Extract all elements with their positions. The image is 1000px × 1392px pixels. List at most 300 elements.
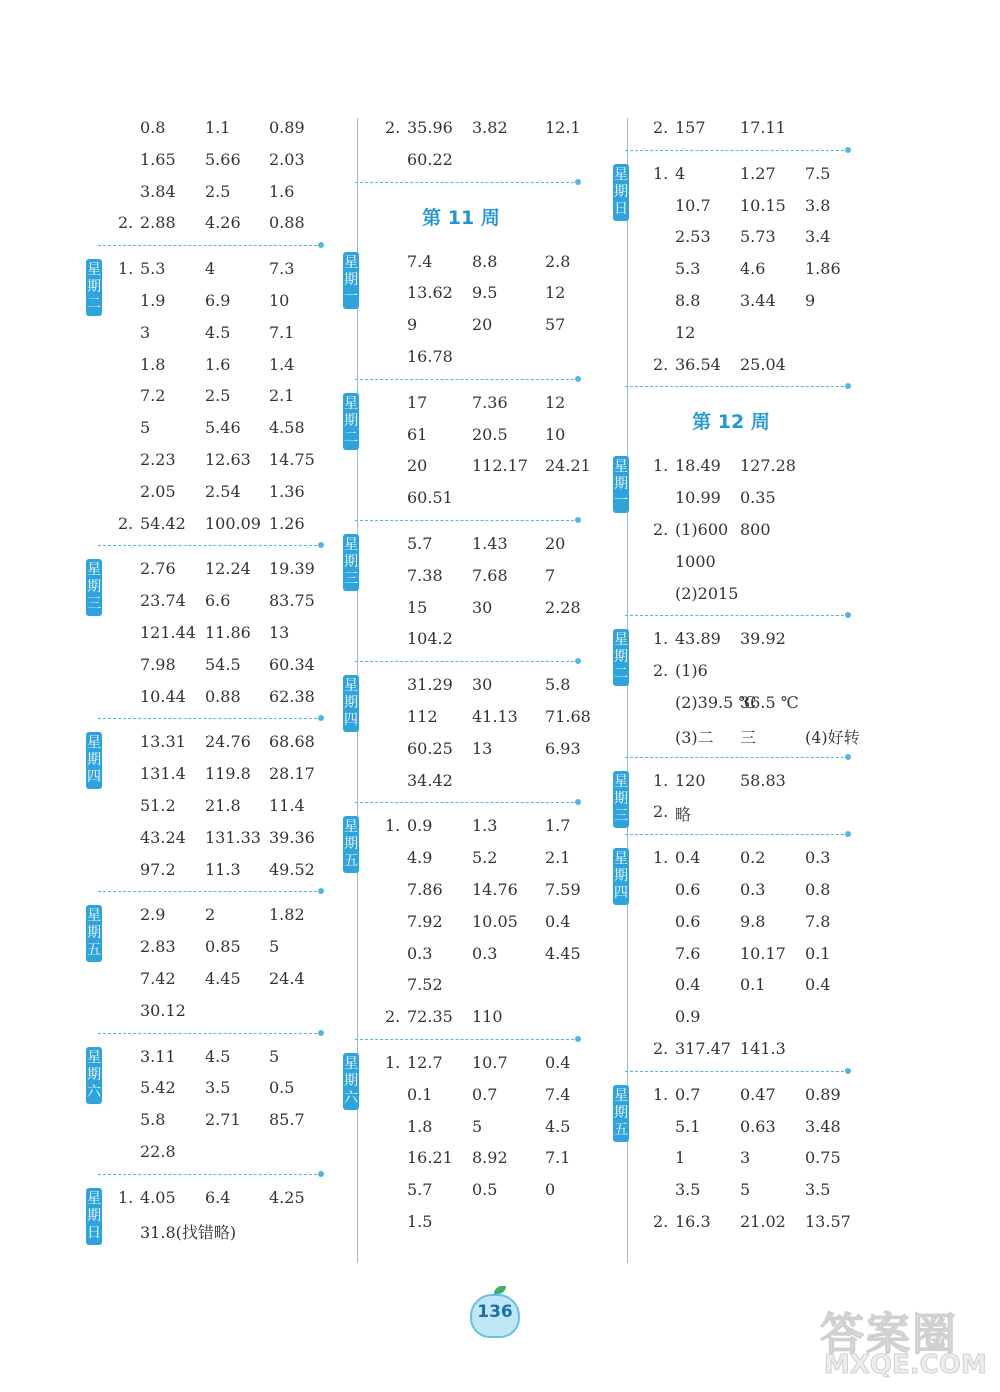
answer-row (343, 560, 579, 592)
answer-value: 4.9 (407, 848, 433, 868)
answer-value: 0.6 (675, 911, 701, 931)
answer-value: 12 (675, 322, 696, 342)
answer-row (86, 963, 322, 995)
answer-value: 11.3 (205, 859, 241, 879)
question-number: 1. (653, 629, 669, 649)
answer-row (613, 514, 849, 546)
answer-value: 36.5 ℃ (740, 692, 799, 712)
weekday-char: 期 (344, 412, 358, 429)
weekday-char: 期 (614, 476, 628, 493)
answer-value: 112 (407, 706, 438, 726)
answer-value: 1.7 (545, 816, 571, 836)
weekday-char: 期 (614, 790, 628, 807)
dashed-separator (613, 609, 849, 623)
answer-value: 9.5 (472, 283, 498, 303)
day-section-wed (343, 528, 579, 655)
weekday-char: 星 (614, 773, 628, 790)
weekday-char: 期 (87, 279, 101, 296)
answer-value: 22.8 (140, 1141, 176, 1161)
answer-value: 39.92 (740, 629, 786, 649)
weekday-char: 期 (344, 695, 358, 712)
day-section-fri (343, 810, 579, 1033)
answer-value: 12.63 (205, 449, 251, 469)
answer-value: 4.5 (205, 322, 231, 342)
answer-row (343, 733, 579, 765)
answer-value: 7.5 (805, 163, 831, 183)
answer-value: 85.7 (269, 1110, 305, 1130)
dashed-separator (343, 176, 579, 190)
answer-value: 0.5 (472, 1180, 498, 1200)
answer-value: 5.3 (140, 259, 166, 279)
day-section-thu (86, 726, 322, 885)
answer-row (613, 1079, 849, 1111)
answer-value: 60.34 (269, 654, 315, 674)
answer-value: 3.48 (805, 1116, 841, 1136)
weekday-char: 三 (344, 570, 358, 587)
answer-value: 54.5 (205, 654, 241, 674)
answer-value: 120 (675, 770, 706, 790)
watermark-line2: MXQE.COM (824, 1350, 987, 1380)
answer-value: 5.2 (472, 848, 498, 868)
question-number: 1. (385, 1052, 401, 1072)
answer-row (343, 623, 579, 655)
answer-value: 3.4 (805, 227, 831, 247)
answer-row (343, 309, 579, 341)
weekday-char: 二 (344, 429, 358, 446)
question-number: 1. (385, 816, 401, 836)
answer-row (343, 969, 579, 1001)
answer-value: 2.53 (675, 227, 711, 247)
answer-row (343, 906, 579, 938)
answer-value: 97.2 (140, 859, 176, 879)
answer-value: 1.8 (407, 1116, 433, 1136)
answer-value: 4.5 (545, 1116, 571, 1136)
weekday-char: 星 (344, 254, 358, 271)
weekday-char: 星 (614, 851, 628, 868)
answer-value: 119.8 (205, 764, 251, 784)
day-section-wed (86, 553, 322, 712)
weekday-char: 期 (87, 925, 101, 942)
dashed-separator (343, 796, 579, 810)
question-number: 2. (385, 1007, 401, 1027)
weekday-char: 期 (87, 579, 101, 596)
answer-row (613, 253, 849, 285)
answer-value: 61 (407, 424, 428, 444)
answer-row (343, 1174, 579, 1206)
answer-value: 6.9 (205, 290, 231, 310)
answer-row (86, 349, 322, 381)
page-number (470, 1290, 516, 1336)
answer-row (613, 158, 849, 190)
answer-row (86, 822, 322, 854)
answer-value: 7.92 (407, 911, 443, 931)
answer-value: 39.36 (269, 827, 315, 847)
question-number: 1. (653, 456, 669, 476)
weekday-char: 六 (344, 1089, 358, 1106)
weekday-char: 星 (87, 262, 101, 279)
answer-value: 20 (545, 533, 566, 553)
answer-value: 0.5 (269, 1078, 295, 1098)
day-section-tue (343, 387, 591, 514)
answer-value: 7.1 (545, 1148, 571, 1168)
answer-value: 3.82 (472, 118, 508, 137)
answer-value: 0.9 (407, 816, 433, 836)
dashed-separator (86, 1168, 322, 1182)
answer-value: 60.51 (407, 488, 453, 508)
answer-row (613, 938, 849, 970)
answer-row (613, 906, 849, 938)
answer-row (86, 931, 322, 963)
answer-value: 0.3 (407, 943, 433, 963)
answer-value: 0.47 (740, 1084, 776, 1104)
answer-value: 5.1 (675, 1116, 701, 1136)
day-section-sun (613, 158, 849, 381)
answer-value: 28.17 (269, 764, 315, 784)
answer-value: 0.6 (675, 879, 701, 899)
day-section-sat (86, 1041, 322, 1168)
question-number: 2. (653, 802, 669, 822)
weekday-char: 星 (614, 459, 628, 476)
answer-value: 5 (269, 1046, 280, 1066)
answer-value: 24.4 (269, 968, 305, 988)
answer-value: 0.1 (407, 1084, 433, 1104)
answer-value: 4 (205, 259, 216, 279)
dashed-separator (86, 539, 322, 553)
column-2 (343, 112, 591, 1238)
answer-value: 121.44 (140, 622, 196, 642)
answer-value: 31.8(找错略) (140, 1222, 237, 1242)
dashed-separator (613, 380, 849, 394)
answer-row (343, 277, 579, 309)
column-3 (613, 112, 860, 1238)
weekday-char: 二 (614, 666, 628, 683)
answer-value: 5 (740, 1180, 751, 1200)
weekday-char: 二 (87, 296, 101, 313)
watermark-line1: 答案圈 (820, 1309, 958, 1360)
answer-row (343, 701, 591, 733)
answer-value: 10.05 (472, 911, 518, 931)
weekday-char: 星 (614, 632, 628, 649)
answer-row (86, 1072, 322, 1104)
weekday-char: 期 (87, 1207, 101, 1224)
answer-row (613, 1001, 849, 1033)
answer-row (343, 592, 579, 624)
answer-row (613, 1111, 849, 1143)
answer-value: 2.05 (140, 481, 176, 501)
question-number: 1. (653, 770, 669, 790)
answer-value: 3.84 (140, 181, 176, 201)
answer-value: 3.5 (205, 1078, 231, 1098)
answer-value: 5.8 (140, 1110, 166, 1130)
answer-value: (2)2015 (675, 583, 739, 603)
answer-value: 2.9 (140, 905, 166, 925)
answer-row (343, 1047, 579, 1079)
answer-value: 43.24 (140, 827, 186, 847)
answer-value: 7 (545, 565, 556, 585)
answer-value: 8.92 (472, 1148, 508, 1168)
answer-value: 0.89 (805, 1084, 841, 1104)
answer-value: 0.3 (740, 879, 766, 899)
day-section-sun (86, 1182, 322, 1246)
answer-value: 1.3 (472, 816, 498, 836)
answer-value: 0.85 (205, 937, 241, 957)
answer-row (86, 649, 322, 681)
dashed-separator (343, 1033, 579, 1047)
answer-value: 30.12 (140, 1000, 186, 1020)
answer-row (613, 655, 849, 687)
answer-value: 5 (472, 1116, 483, 1136)
answer-row (86, 508, 322, 540)
dashed-separator (343, 373, 579, 387)
answer-value: 7.4 (407, 251, 433, 271)
answer-value: 1.9 (140, 290, 166, 310)
answer-row (613, 1033, 849, 1065)
answer-row (86, 1104, 322, 1136)
answer-value: 12.24 (205, 559, 251, 579)
question-number: 1. (653, 848, 669, 868)
answer-value: 51.2 (140, 795, 176, 815)
answer-value: 9 (805, 290, 816, 310)
question-number: 1. (653, 163, 669, 183)
answer-row (343, 1111, 579, 1143)
question-number: 2. (653, 519, 669, 539)
answer-row (613, 765, 849, 797)
weekday-char: 星 (344, 819, 358, 836)
answer-row (86, 412, 322, 444)
answer-row (343, 528, 579, 560)
answer-value: 104.2 (407, 629, 453, 649)
answer-value: 317.47 (675, 1038, 731, 1058)
answer-value: (1)600 (675, 519, 729, 539)
answer-value: 4.26 (205, 213, 241, 233)
question-number: 2. (653, 1211, 669, 1231)
answer-value: 4.25 (269, 1187, 305, 1207)
answer-row (343, 144, 579, 176)
answer-row (343, 450, 591, 482)
answer-value: 16.3 (675, 1211, 711, 1231)
answer-value: 4.45 (205, 968, 241, 988)
weekday-char: 期 (344, 1072, 358, 1089)
day-section-sat (343, 1047, 579, 1238)
answer-value: 2.5 (205, 386, 231, 406)
answer-value: 3.11 (140, 1046, 176, 1066)
answer-value: 0.88 (205, 686, 241, 706)
answer-value: 34.42 (407, 770, 453, 790)
answer-value: 2.28 (545, 597, 581, 617)
answer-row (343, 341, 579, 373)
weekday-char: 星 (87, 562, 101, 579)
weekday-char: 三 (614, 807, 628, 824)
answer-value: 1.86 (805, 259, 841, 279)
answer-value: 7.86 (407, 879, 443, 899)
answer-row (86, 144, 322, 176)
answer-value: 72.35 (407, 1007, 453, 1027)
answer-row (613, 1174, 849, 1206)
answer-row (86, 995, 322, 1027)
answer-value: 127.28 (740, 456, 796, 476)
answer-row (86, 444, 322, 476)
continued-answers (86, 112, 322, 239)
day-section-tue (613, 623, 860, 750)
answer-row (86, 899, 322, 931)
answer-value: 13 (269, 622, 290, 642)
answer-row (343, 810, 579, 842)
weekday-char: 期 (344, 553, 358, 570)
answer-value: 12.7 (407, 1052, 443, 1072)
answer-value: 4.58 (269, 418, 305, 438)
answer-row (613, 482, 849, 514)
question-number: 2. (653, 354, 669, 374)
week-title: 第 11 周 (422, 206, 500, 229)
answer-row (613, 112, 849, 144)
watermark (820, 1298, 990, 1388)
answer-value: 0.35 (740, 488, 776, 508)
answer-value: 2 (205, 905, 216, 925)
answer-value: 16.78 (407, 346, 453, 366)
answer-value: 1.8 (140, 354, 166, 374)
answer-value: 25.04 (740, 354, 786, 374)
answer-value: 1.82 (269, 905, 305, 925)
answer-value: 10 (545, 424, 566, 444)
answer-value: 10 (269, 290, 290, 310)
answer-value: 1.65 (140, 149, 176, 169)
answer-row (613, 874, 849, 906)
answer-value: 1.43 (472, 533, 508, 553)
answer-value: 30 (472, 597, 493, 617)
answer-value: 5 (140, 418, 151, 438)
answer-row (86, 726, 322, 758)
answer-value: 131.4 (140, 764, 186, 784)
answer-row (86, 1214, 322, 1246)
answer-value: 5.66 (205, 149, 241, 169)
answer-row (613, 349, 849, 381)
answer-value: 19.39 (269, 559, 315, 579)
question-number: 2. (653, 1038, 669, 1058)
answer-value: 4 (675, 163, 686, 183)
answer-value: 13.62 (407, 283, 453, 303)
answer-value: 3.5 (675, 1180, 701, 1200)
answer-row (343, 419, 579, 451)
answer-value: 7.59 (545, 879, 581, 899)
answer-value: 2.1 (545, 848, 571, 868)
answer-value: 0.1 (740, 975, 766, 995)
answer-row (86, 317, 322, 349)
answer-row (86, 285, 322, 317)
answer-row (613, 546, 849, 578)
answer-value: 4.45 (545, 943, 581, 963)
answer-row (343, 874, 579, 906)
answer-value: 43.89 (675, 629, 721, 649)
answer-value: 110 (472, 1007, 503, 1027)
answer-value: 2.23 (140, 449, 176, 469)
answer-value: 3.44 (740, 290, 776, 310)
answer-value: 7.3 (269, 259, 295, 279)
dashed-separator (86, 1027, 322, 1041)
answer-row (343, 1001, 579, 1033)
answer-value: 21.02 (740, 1211, 786, 1231)
weekday-char: 星 (87, 735, 101, 752)
weekday-char: 星 (344, 536, 358, 553)
answer-value: 0.2 (740, 848, 766, 868)
answer-row (613, 623, 849, 655)
answer-value: 8.8 (472, 251, 498, 271)
answer-value: 0.4 (805, 975, 831, 995)
answer-value: 21.8 (205, 795, 241, 815)
answer-value: 0.4 (675, 848, 701, 868)
answer-value: 6.6 (205, 591, 231, 611)
weekday-char: 四 (87, 769, 101, 786)
answer-value: 10.15 (740, 195, 786, 215)
answer-value: 13 (472, 738, 493, 758)
answer-value: 1 (675, 1148, 686, 1168)
page-number-text: 136 (477, 1302, 513, 1322)
answer-value: 9 (407, 315, 418, 335)
dashed-separator (343, 655, 579, 669)
answer-value: 18.49 (675, 456, 721, 476)
answer-value: 41.13 (472, 706, 518, 726)
answer-value: 2.83 (140, 937, 176, 957)
answer-value: 10.7 (472, 1052, 508, 1072)
answer-value: 17.11 (740, 118, 786, 137)
answer-row (613, 1142, 849, 1174)
weekday-char: 星 (87, 1190, 101, 1207)
answer-row (86, 617, 322, 649)
answer-value: 16.21 (407, 1148, 453, 1168)
weekday-char: 星 (614, 166, 628, 183)
weekday-char: 星 (87, 908, 101, 925)
answer-row (343, 1079, 579, 1111)
day-section-thu (613, 842, 849, 1065)
answer-value: 0.8 (805, 879, 831, 899)
answer-value: 30 (472, 675, 493, 695)
dashed-separator (613, 1065, 849, 1079)
answer-value: 131.33 (205, 827, 261, 847)
answer-value: 0.4 (545, 911, 571, 931)
answer-value: 7.4 (545, 1084, 571, 1104)
answer-value: 14.76 (472, 879, 518, 899)
weekday-char: 五 (614, 1121, 628, 1138)
answer-value: 112.17 (472, 456, 528, 476)
answer-value: 7.36 (472, 392, 508, 412)
dashed-separator (86, 239, 322, 253)
answer-value: 9.8 (740, 911, 766, 931)
answer-value: 7.38 (407, 565, 443, 585)
answer-value: 2.88 (140, 213, 176, 233)
dashed-separator (86, 712, 322, 726)
answer-value: 15 (407, 597, 428, 617)
day-section-thu (343, 669, 591, 796)
answer-value: 6.4 (205, 1187, 231, 1207)
answer-row (343, 112, 579, 144)
weekday-char: 一 (614, 493, 628, 510)
answer-value: 62.38 (269, 686, 315, 706)
answer-value: 3.8 (805, 195, 831, 215)
answer-value: 2.54 (205, 481, 241, 501)
weekday-char: 期 (344, 836, 358, 853)
answer-value: 5.7 (407, 1180, 433, 1200)
answer-row (613, 190, 849, 222)
answer-value: 0.3 (805, 848, 831, 868)
answer-value: 0.88 (269, 213, 305, 233)
weekday-char: 五 (87, 942, 101, 959)
answer-row (343, 765, 579, 797)
answer-row (86, 207, 322, 239)
answer-value: 0.8 (140, 118, 166, 137)
answer-row (86, 1136, 322, 1168)
answer-row (343, 246, 579, 278)
dashed-separator (343, 514, 579, 528)
answer-row (613, 317, 849, 349)
